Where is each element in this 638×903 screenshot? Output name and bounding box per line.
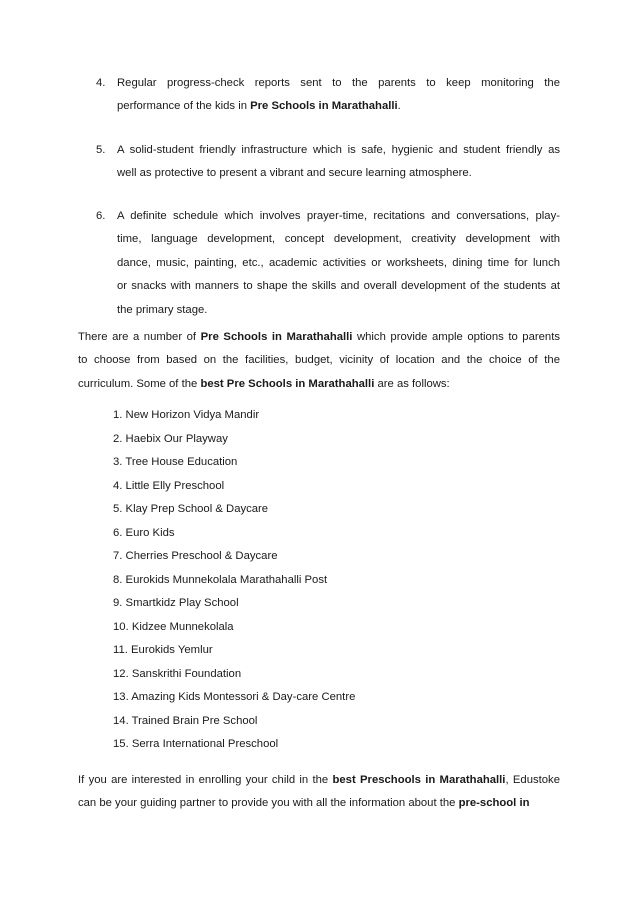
text-line: A definite schedule which involves prayer-time, recitations and conversations, play-: [117, 210, 560, 222]
list-item: 10. Kidzee Munnekolala: [113, 620, 234, 633]
bold-keyword: pre-school in: [458, 797, 530, 810]
text-line: If you are interested in enrolling your child in the best Preschools in Marathahalli, Edustoke: [78, 774, 560, 786]
text-line: dance, music, painting, etc., academic activities or worksheets, dining time for lunch: [117, 256, 560, 269]
item-number: 4.: [96, 77, 106, 89]
text-line: A solid-student friendly infrastructure which is safe, hygienic and student friendly as: [117, 144, 560, 156]
item-number: 5.: [96, 144, 106, 156]
closing-paragraph: [78, 769, 560, 816]
text-line: curriculum. Some of the best Pre Schools in Marathahalli are as follows:: [78, 377, 450, 390]
list-item: 15. Serra International Preschool: [113, 738, 279, 750]
intro-paragraph: [78, 326, 560, 396]
text-line: to choose from based on the facilities, budget, vicinity of location and the choice of the: [78, 354, 560, 367]
item-body: [117, 72, 560, 119]
list-item: 2. Haebix Our Playway: [113, 432, 228, 445]
school-list: [113, 404, 355, 757]
list-item: 14. Trained Brain Pre School: [113, 714, 258, 727]
list-item: 9. Smartkidz Play School: [113, 597, 239, 609]
list-item: 6. Euro Kids: [113, 526, 175, 539]
list-item: 3. Tree House Education: [113, 456, 238, 468]
text-line: or snacks with manners to shape the skills and overall development of the students at: [117, 280, 560, 293]
item-number: 6.: [96, 210, 106, 222]
text-line: can be your guiding partner to provide you with all the information about the pre-school in: [78, 797, 530, 810]
bold-keyword: Pre Schools in Marathahalli: [200, 331, 353, 343]
list-item: 11. Eurokids Yemlur: [113, 644, 213, 656]
list-item: 12. Sanskrithi Foundation: [113, 667, 242, 680]
text-line: well as protective to present a vibrant and secure learning atmosphere.: [117, 167, 472, 180]
text-line: the primary stage.: [117, 303, 208, 316]
list-item: 1. New Horizon Vidya Mandir: [113, 409, 260, 421]
bold-keyword: best Preschools in Marathahalli: [332, 774, 506, 786]
list-item: 13. Amazing Kids Montessori & Day-care Centre: [113, 691, 356, 703]
text-line: time, language development, concept development, creativity development with: [117, 233, 560, 246]
list-item: 4. Little Elly Preschool: [113, 479, 225, 492]
list-item: 7. Cherries Preschool & Daycare: [113, 550, 278, 562]
list-item: 8. Eurokids Munnekolala Marathahalli Post: [113, 573, 328, 586]
list-item: 5. Klay Prep School & Daycare: [113, 503, 269, 515]
bold-keyword: Pre Schools in Marathahalli: [250, 100, 398, 113]
text-line: Regular progress-check reports sent to the parents to keep monitoring the: [117, 77, 560, 89]
bold-keyword: best Pre Schools in Marathahalli: [200, 377, 375, 390]
text-line: performance of the kids in Pre Schools in Marathahalli.: [117, 100, 401, 113]
item-body: [117, 139, 560, 186]
item-body: [117, 205, 560, 322]
text-line: There are a number of Pre Schools in Marathahalli which provide ample options to parents: [78, 331, 560, 343]
